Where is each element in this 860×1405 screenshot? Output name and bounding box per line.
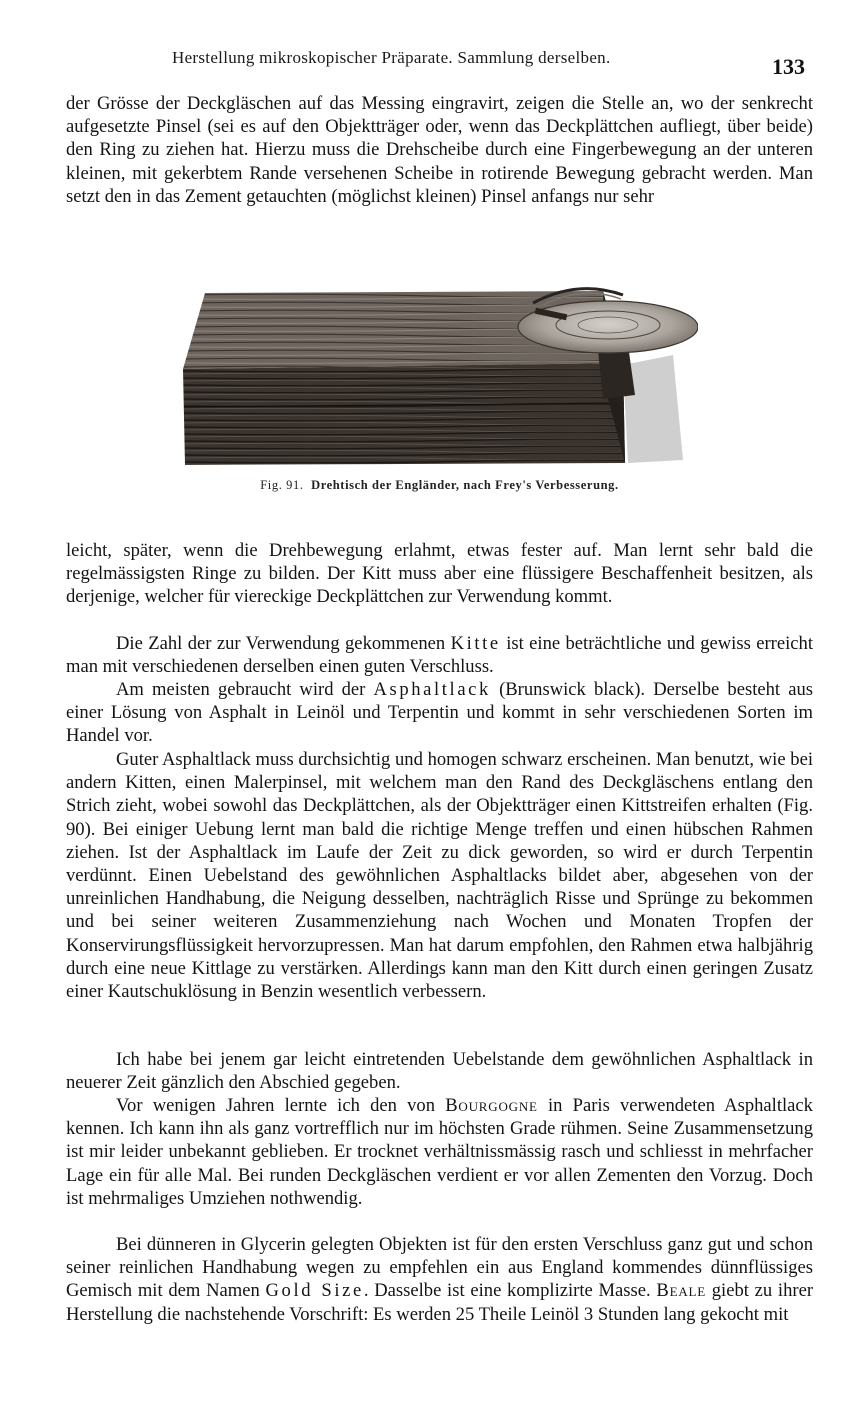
- term-gold-size: Gold Size: [265, 1280, 364, 1302]
- paragraph-2: [66, 632, 813, 678]
- paragraph-6-a: Vor wenigen Jahren lernte ich den von: [116, 1095, 436, 1116]
- paragraph-3-a: Am meisten gebraucht wird der: [116, 679, 366, 700]
- box-shadow: [623, 355, 683, 463]
- figure-caption-text: Drehtisch der Engländer, nach Frey's Verbesserung.: [311, 478, 619, 492]
- paragraph-3-b: (Brunswick black). Derselbe besteht aus einer Lösung von Asphalt in Leinöl und Terpentin und kommt in sehr verschiedenen Sorten im Handel vor.: [66, 679, 813, 747]
- term-asphaltlack: Asphaltlack: [373, 679, 491, 700]
- turntable-illustration: [183, 285, 698, 465]
- box-front: [183, 363, 625, 465]
- paragraph-1: leicht, später, wenn die Drehbewegung erlahmt, etwas fester auf. Man lernt sehr bald die regelmässigsten Ringe zu bilden. Der Kitt muss aber eine flüssigere Beschaffenheit besitzen, als derjenige, welcher für viereckige Deckplättchen zur Verwendung kommt.: [66, 540, 813, 608]
- figure-label: Fig. 91.: [260, 478, 304, 492]
- figure-turntable: [183, 285, 698, 465]
- paragraph-7-c: giebt zu ihrer Herstellung die nachstehende Vorschrift: Es werden 25 Theile Leinöl 3 Stunden lang gekocht mit: [66, 1280, 814, 1325]
- top-paragraph: der Grösse der Deckgläschen auf das Messing eingravirt, zeigen die Stelle an, wo der senkrecht aufgesetzte Pinsel (sei es auf den Objektträger oder, wenn das Deckplättchen aufliegt, über beide) den Ring zu ziehen hat. Hierzu muss die Drehscheibe durch eine Fingerbewegung an der unteren kleinen, mit gekerbtem Rande versehenen Scheibe in rotirende Bewegung gebracht werden. Man setzt den in das Zement getauchten (möglichst kleinen) Pinsel anfangs nur sehr: [66, 93, 813, 207]
- paragraph-7: [66, 1233, 813, 1326]
- paragraph-4: Guter Asphaltlack muss durchsichtig und homogen schwarz erscheinen. Man benutzt, wie bei andern Kitten, einen Malerpinsel, mit welchem man den Rand des Deckgläschens entlang den Strich zieht, wobei sowohl das Deckplättchen, als der Objektträger einen Kittstreifen erhalten (Fig. 90). Bei einiger Uebung lernt man bald die richtige Menge treffen und einen hübschen Rahmen ziehen. Ist der Asphaltlack im Laufe der Zeit zu dick geworden, so wird er durch Terpentin verdünnt. Einen Uebelstand des gewöhnlichen Asphaltlacks bildet aber, abgesehen von der unreinlichen Handhabung, die Neigung desselben, nachträglich Risse und Sprünge zu bekommen und bei seiner weiteren Zusammenziehung nach Wochen und Monaten Tropfen der Konservirungsflüssigkeit hervorzupressen. Man hat darum empfohlen, den Rahmen etwa halbjährig durch eine neue Kittlage zu verstärken. Allerdings kann man den Kitt durch einen geringen Zusatz einer Kautschuklösung in Benzin wesentlich verbessern.: [66, 749, 813, 1003]
- paragraph-7-a: Bei dünneren in Glycerin gelegten Objekten ist für den ersten Verschluss ganz gut und schon seiner reinlichen Handhabung wegen zu empfehlen ein aus England kommendes dünnflüssiges Gemisch mit dem Namen: [66, 1234, 813, 1302]
- term-kitte: Kitte: [450, 633, 501, 654]
- paragraph-2-a: Die Zahl der zur Verwendung gekommenen: [116, 633, 446, 654]
- figure-caption: [66, 478, 813, 493]
- paragraph-6: [66, 1094, 813, 1210]
- name-bourgogne: Bourgogne: [445, 1095, 538, 1116]
- name-beale: Beale: [656, 1280, 707, 1302]
- paragraph-5: Ich habe bei jenem gar leicht eintretenden Uebelstande dem gewöhnlichen Asphaltlack in neuerer Zeit gänzlich den Abschied gegeben.: [66, 1049, 813, 1094]
- paragraph-2-b: ist eine beträchtliche und gewiss erreicht man mit verschiedenen derselben einen guten Verschluss.: [66, 633, 813, 678]
- running-head: Herstellung mikroskopischer Präparate. Sammlung derselben.: [172, 48, 611, 67]
- turntable-disc: [518, 301, 698, 353]
- page-number: 133: [772, 54, 805, 79]
- paragraph-3: [66, 678, 813, 748]
- paragraph-7-b: . Dasselbe ist eine komplizirte Masse.: [363, 1280, 651, 1302]
- paragraph-6-b: in Paris verwendeten Asphaltlack kennen. Ich kann ihn als ganz vortrefflich nur im höchsten Grade rühmen. Seine Zusammensetzung ist mir leider unbekannt geblieben. Er trocknet verhältnissmässig rasch und schliesst in mehrfacher Lage ein für alle Mal. Bei runden Deckgläschen verdient er vor allen Zementen den Vorzug. Doch ist mehrmaliges Umziehen nothwendig.: [66, 1095, 813, 1209]
